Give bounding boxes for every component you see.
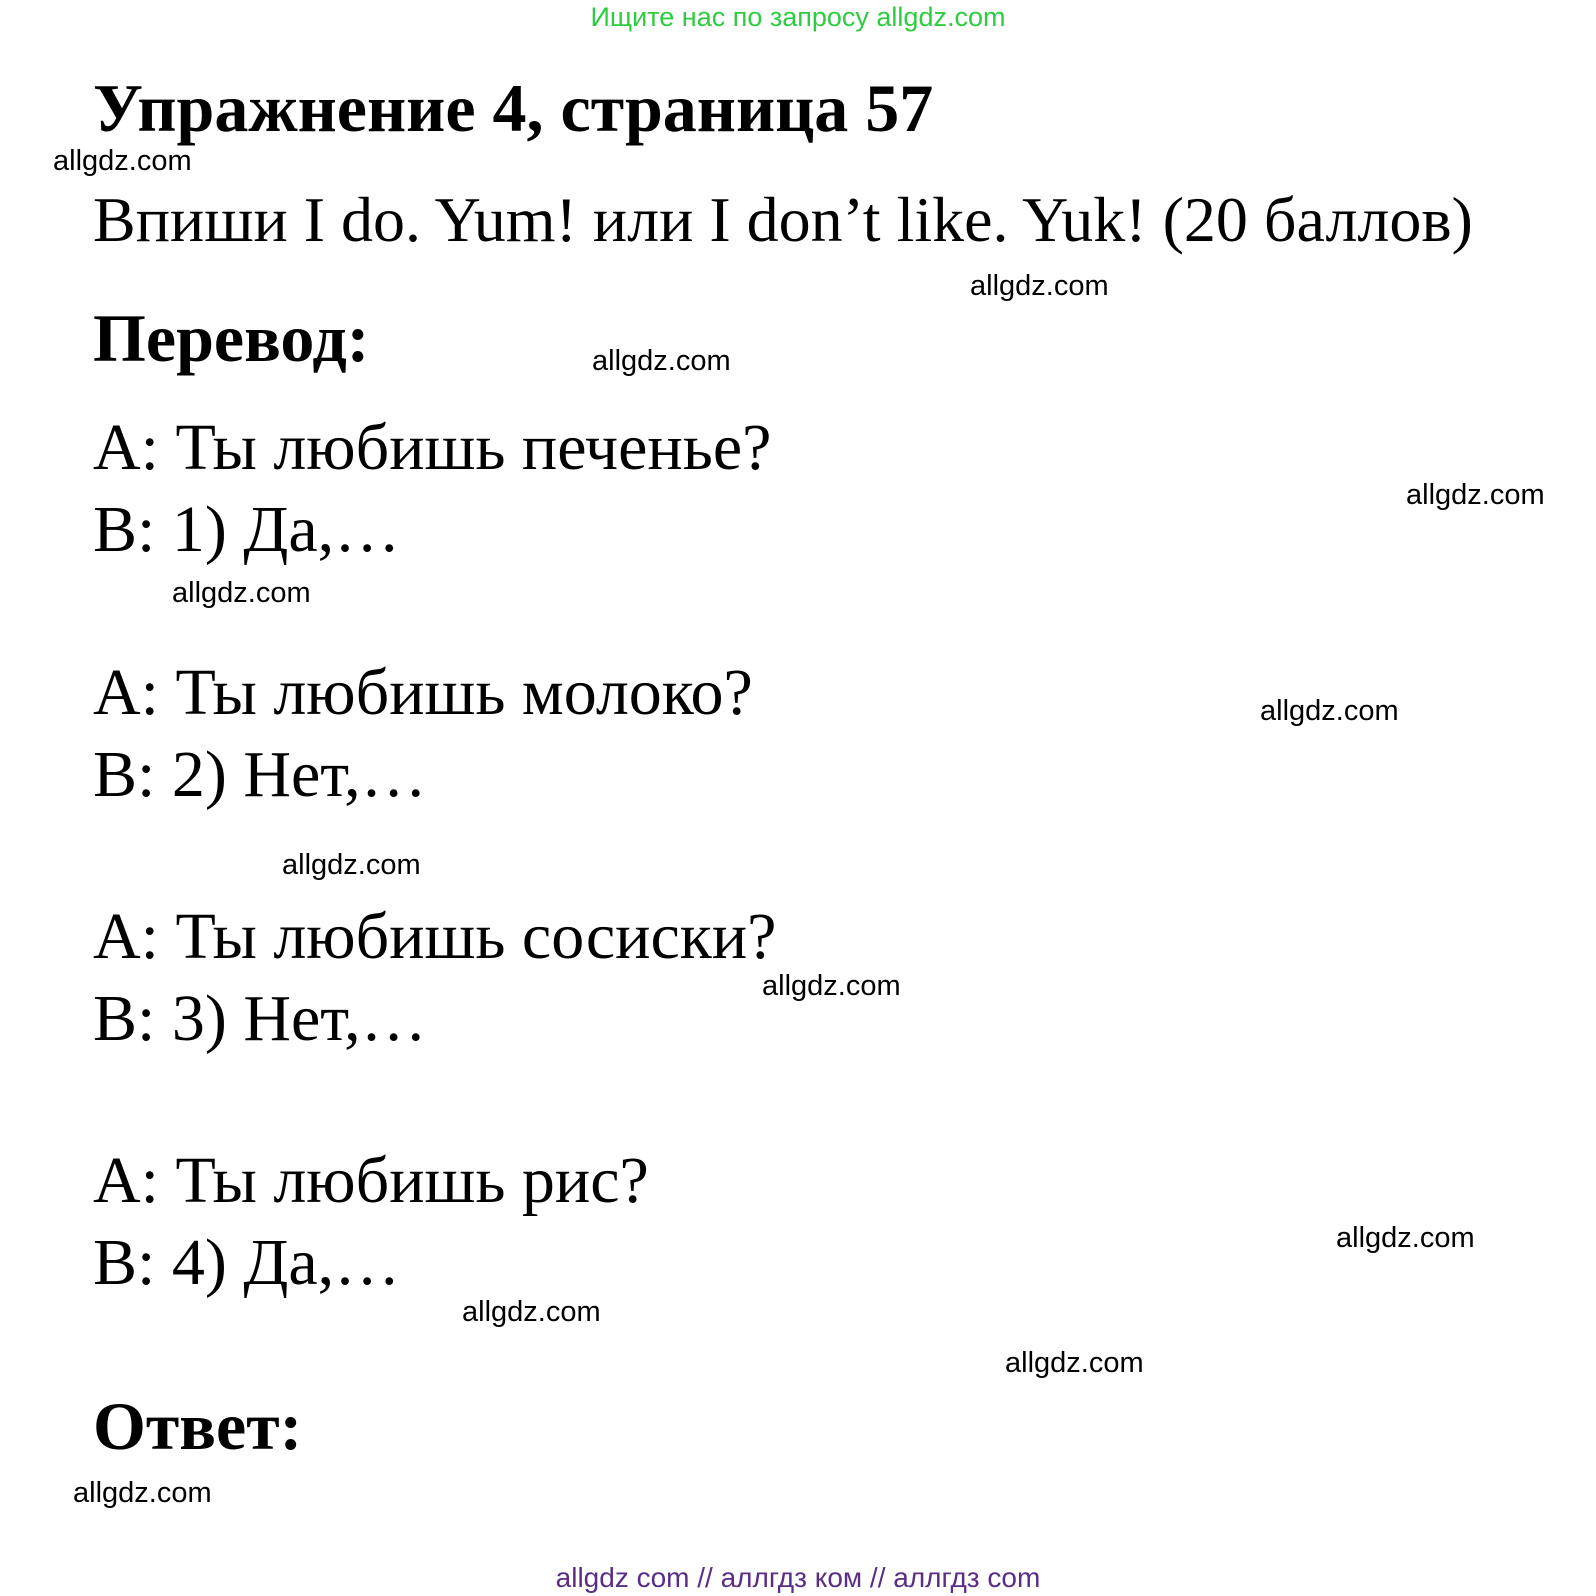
translation-heading: Перевод:	[93, 300, 370, 376]
watermark: allgdz.com	[73, 1477, 212, 1509]
dialogue-3-answer: B: 3) Нет,…	[93, 982, 427, 1055]
top-banner: Ищите нас по запросу allgdz.com	[590, 2, 1006, 32]
dialogue-4-answer: B: 4) Да,…	[93, 1226, 401, 1299]
watermark: allgdz.com	[1005, 1347, 1144, 1379]
dialogue-3-question: A: Ты любишь сосиски?	[93, 900, 777, 973]
dialogue-4-question: A: Ты любишь рис?	[93, 1144, 649, 1217]
watermark: allgdz.com	[970, 270, 1109, 302]
watermark: allgdz.com	[1260, 695, 1399, 727]
watermark: allgdz.com	[592, 345, 731, 377]
answer-heading: Ответ:	[93, 1388, 303, 1464]
watermark: allgdz.com	[172, 577, 311, 609]
dialogue-2-answer: B: 2) Нет,…	[93, 738, 427, 811]
watermark: allgdz.com	[282, 849, 421, 881]
watermark: allgdz.com	[762, 970, 901, 1002]
watermark: allgdz.com	[1336, 1222, 1475, 1254]
watermark: allgdz.com	[462, 1296, 601, 1328]
watermark: allgdz.com	[53, 145, 192, 177]
task-text: Впиши I do. Yum! или I don’t like. Yuk! (20 баллов)	[93, 184, 1473, 255]
watermark: allgdz.com	[1406, 479, 1545, 511]
dialogue-1-answer: B: 1) Да,…	[93, 493, 401, 566]
page-title: Упражнение 4, страница 57	[93, 70, 934, 146]
dialogue-2-question: A: Ты любишь молоко?	[93, 656, 753, 729]
dialogue-1-question: A: Ты любишь печенье?	[93, 411, 772, 484]
bottom-banner: allgdz com // аллгдз ком // аллгдз com	[555, 1562, 1041, 1593]
